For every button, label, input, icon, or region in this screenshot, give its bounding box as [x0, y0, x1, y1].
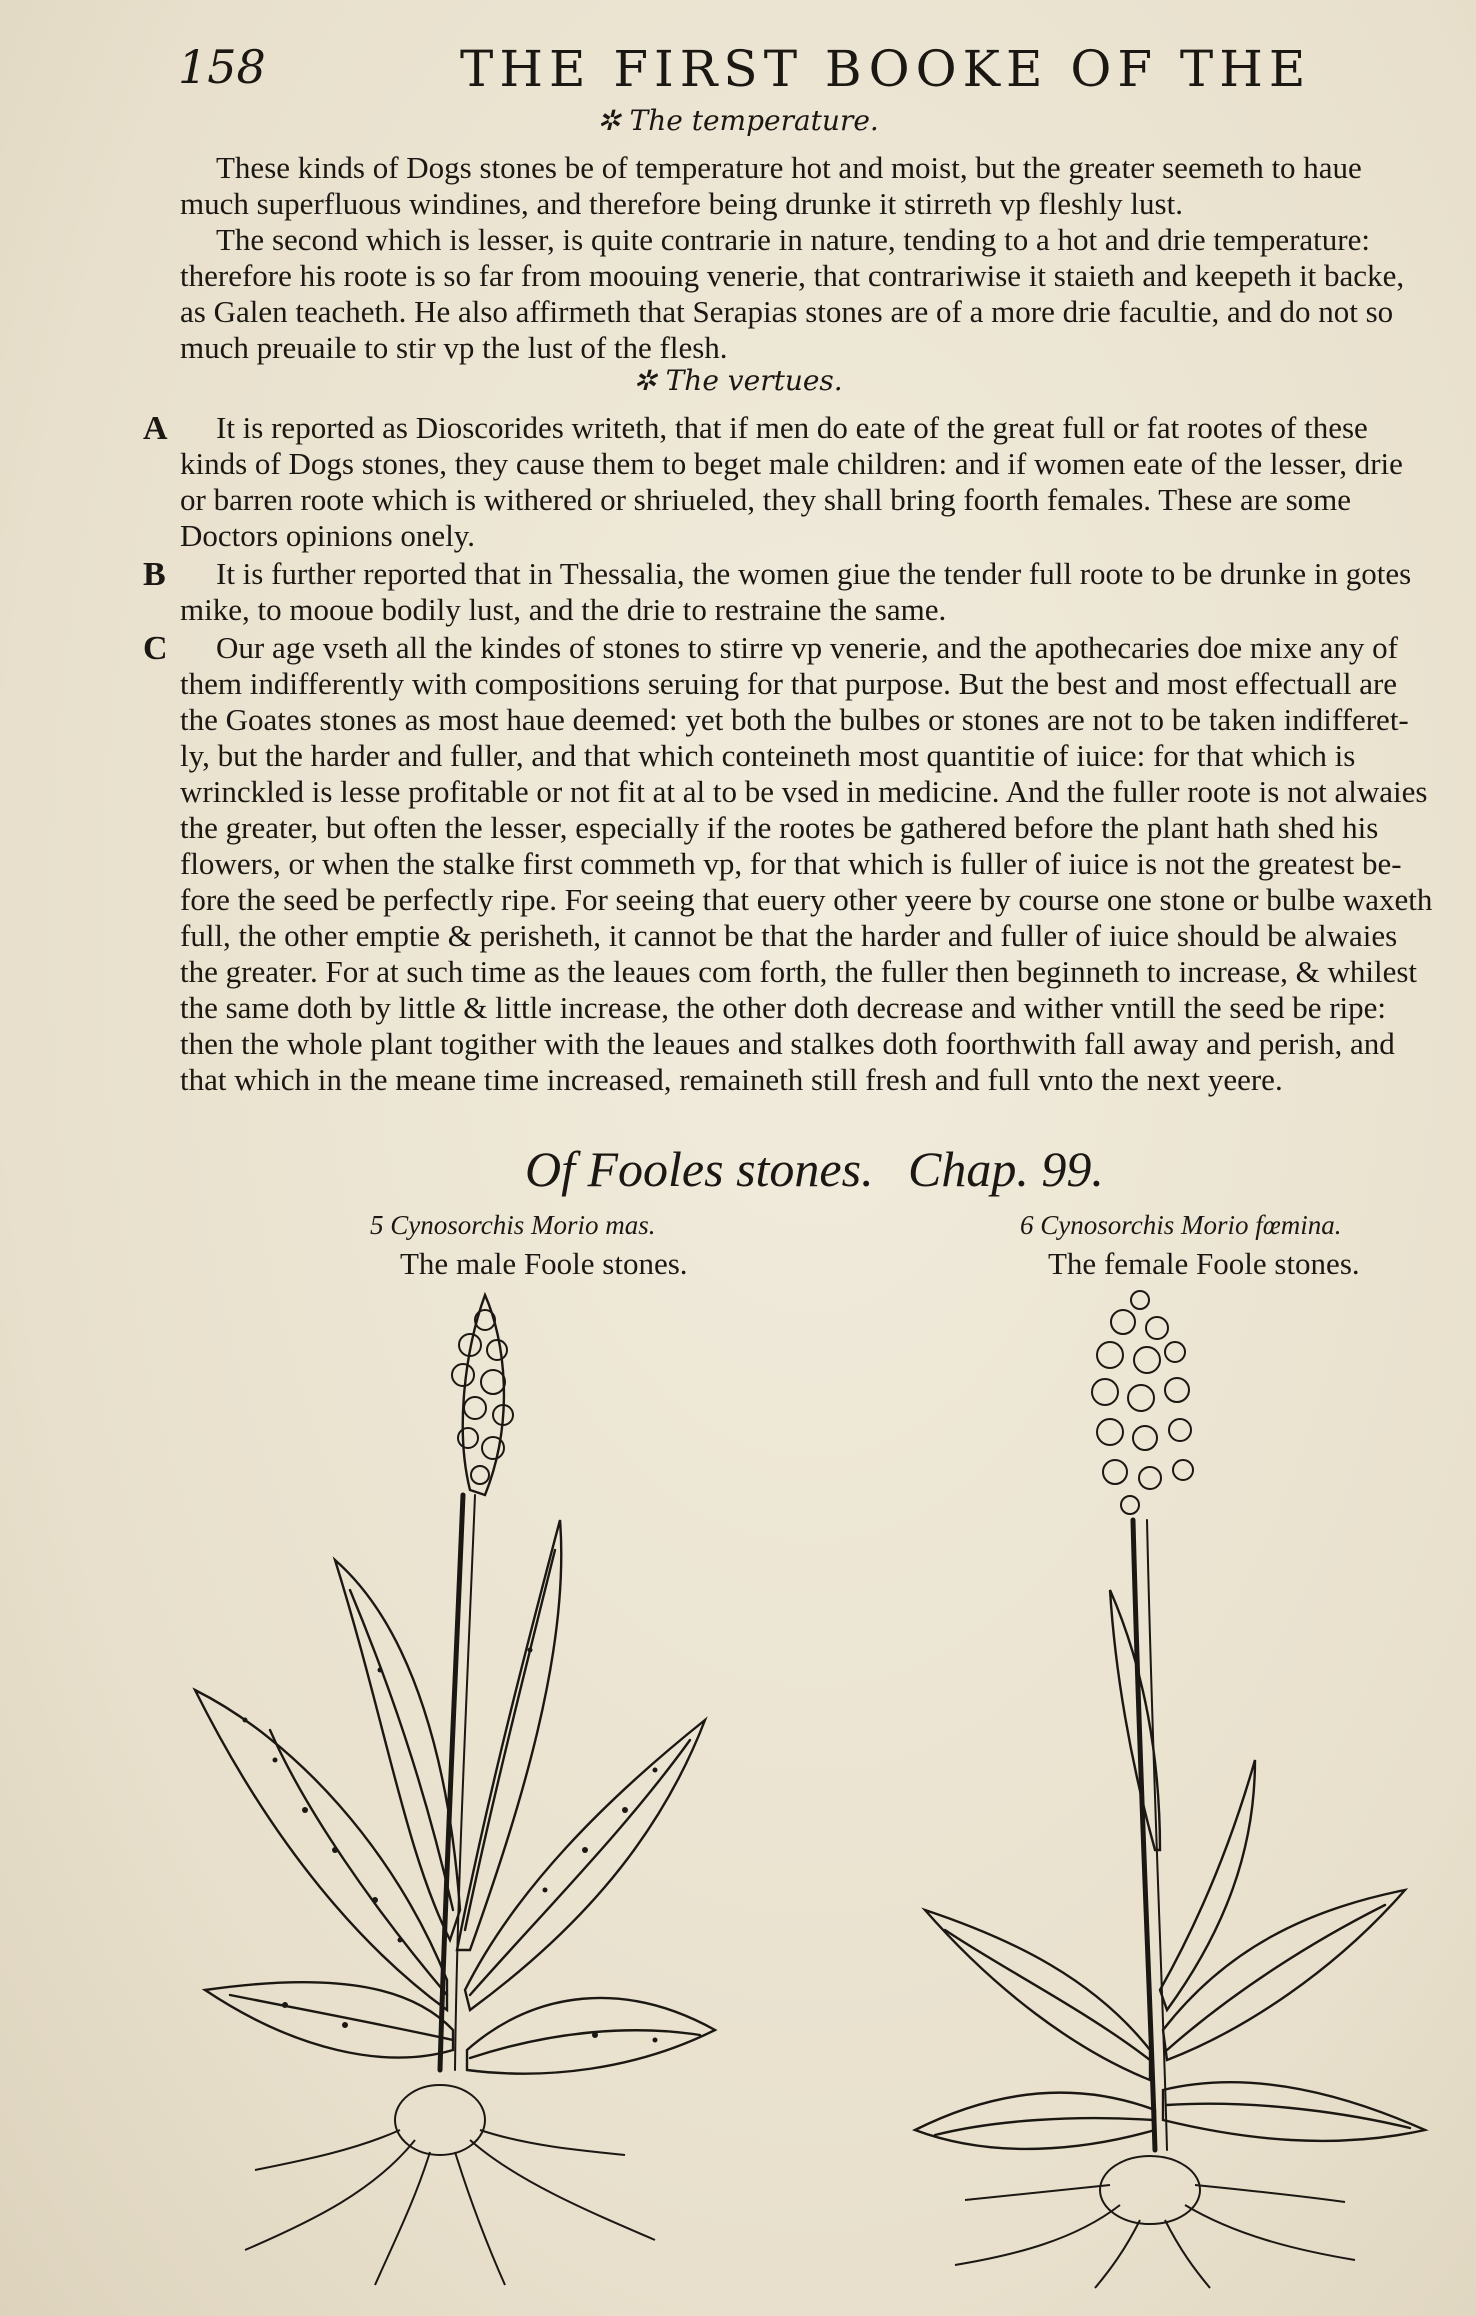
- section-heading-temperature: ✲ The temperature.: [597, 104, 879, 137]
- text-line: These kinds of Dogs stones be of temperature hot and moist, but the greater seemeth to haue: [216, 150, 1362, 185]
- text-line: wrinckled is lesse profitable or not fit at al to be vsed in medicine. And the fuller roote is not alwaies: [180, 774, 1428, 809]
- chapter-number: Chap. 99.: [908, 1141, 1104, 1197]
- text-line: kinds of Dogs stones, they cause them to beget male children: and if women eate of the lesser, drie: [180, 446, 1403, 481]
- figure-6-english-caption: The female Foole stones.: [1048, 1246, 1360, 1281]
- chapter-title: Of Fooles stones.: [525, 1141, 874, 1197]
- figure-5-english-caption: The male Foole stones.: [400, 1246, 688, 1281]
- text-line: the Goates stones as most haue deemed: yet both the bulbes or stones are not to be taken indifferet-: [180, 702, 1409, 737]
- text-line: Doctors opinions onely.: [180, 518, 476, 553]
- text-line: flowers, or when the stalke first commeth vp, for that which is fuller of iuice is not the greatest be-: [180, 846, 1402, 881]
- text-line: It is reported as Dioscorides writeth, that if men do eate of the great full or fat rootes of these: [216, 410, 1368, 445]
- text-line: the greater. For at such time as the leaues com forth, the fuller then beginneth to increase, & whilest: [180, 954, 1418, 989]
- woodcut-male-foole-stones: [185, 1290, 745, 2290]
- text-line: therefore his roote is so far from moouing venerie, that contrariwise it staieth and keepeth it backe,: [180, 258, 1405, 293]
- figure-6-latin-caption: 6 Cynosorchis Morio fœmina.: [1020, 1210, 1342, 1240]
- text-line: The second which is lesser, is quite contrarie in nature, tending to a hot and drie temperature:: [216, 222, 1370, 257]
- text-line: It is further reported that in Thessalia, the women giue the tender full roote to be drunke in gotes: [216, 556, 1412, 591]
- paragraph-marker-c: C: [143, 630, 168, 667]
- section-heading-vertues: ✲ The vertues.: [633, 364, 843, 397]
- paragraph-marker-b: B: [143, 556, 166, 593]
- text-line: much superfluous windines, and therefore being drunke it stirreth vp fleshly lust.: [180, 186, 1183, 221]
- text-line: ly, but the harder and fuller, and that which conteineth most quantitie of iuice: for that which is: [180, 738, 1356, 773]
- text-line: Our age vseth all the kindes of stones to stirre vp venerie, and the apothecaries doe mixe any of: [216, 630, 1398, 665]
- text-line: then the whole plant togither with the leaues and stalkes doth foorthwith fall away and perish, and: [180, 1026, 1395, 1061]
- paragraph-marker-a: A: [143, 410, 168, 447]
- text-line: them indifferently with compositions seruing for that purpose. But the best and most effectuall are: [180, 666, 1398, 701]
- text-line: the greater, but often the lesser, especially if the rootes be gathered before the plant hath shed his: [180, 810, 1379, 845]
- figure-5-latin-caption: 5 Cynosorchis Morio mas.: [370, 1210, 656, 1240]
- text-line: the same doth by little & little increase, the other doth decrease and wither vntill the seed be ripe:: [180, 990, 1387, 1025]
- text-line: that which in the meane time increased, remaineth still fresh and full vnto the next yeere.: [180, 1062, 1283, 1097]
- text-line: much preuaile to stir vp the lust of the flesh.: [180, 330, 728, 365]
- text-line: full, the other emptie & perisheth, it cannot be that the harder and fuller of iuice should be alwaies: [180, 918, 1398, 953]
- running-head: THE FIRST BOOKE OF THE: [460, 40, 1312, 98]
- woodcut-female-foole-stones: [905, 1290, 1445, 2290]
- page-number: 158: [178, 40, 266, 94]
- text-line: or barren roote which is withered or shriueled, they shall bring foorth females. These are some: [180, 482, 1352, 517]
- text-line: fore the seed be perfectly ripe. For seeing that euery other yeere by course one stone or bulbe waxeth: [180, 882, 1433, 917]
- text-line: mike, to mooue bodily lust, and the drie to restraine the same.: [180, 592, 947, 627]
- text-line: as Galen teacheth. He also affirmeth that Serapias stones are of a more drie facultie, and do not so: [180, 294, 1394, 329]
